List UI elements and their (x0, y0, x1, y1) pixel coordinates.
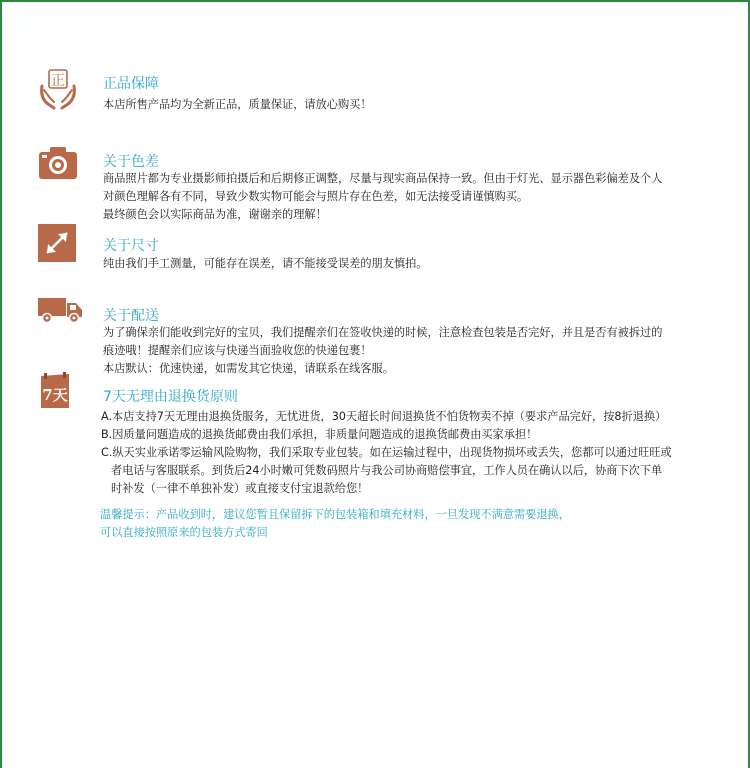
section-text: 为了确保亲们能收到完好的宝贝，我们提醒亲们在签收快递的时候，注意检查包装是否完好，并且是否有被拆过的 (103, 326, 663, 339)
camera-icon (38, 146, 78, 180)
svg-text:7天 (42, 386, 67, 404)
warm-tip (100, 506, 570, 542)
section-text: 者电话与客服联系。到货后24小时嫩可凭数码照片与我公司协商赔偿事宜，工作人员在确认以后，协商下次下单 (111, 464, 663, 477)
section-title: 关于尺寸 (103, 238, 159, 254)
section-text: B.因质量问题造成的退换货邮费由我们承担，非质量问题造成的退换货邮费由买家承担！ (101, 428, 538, 441)
tip-text: 可以直接按照原来的包装方式寄回 (100, 526, 268, 539)
seven-day-calendar-icon (38, 372, 72, 410)
genuine-hands-icon (38, 68, 78, 110)
section-title: 关于配送 (103, 308, 159, 324)
section-text: 纯由我们手工测量，可能存在误差，请不能接受误差的朋友慎拍。 (103, 257, 428, 270)
section-title: 7天无理由退换货原则 (103, 389, 238, 405)
svg-text:正: 正 (51, 73, 65, 89)
section-title: 关于色差 (103, 154, 159, 170)
section-text: 痕迹哦！提醒亲们应该与快递当面验收您的快递包裹！ (103, 344, 372, 357)
resize-arrow-icon (38, 224, 76, 262)
section-text: 商品照片都为专业摄影师拍摄后和后期修正调整，尽量与现实商品保持一致。但由于灯光、显示器色彩偏差及个人 (103, 172, 663, 185)
tip-text: 温馨提示：产品收到时，建议您暂且保留拆下的包装箱和填充材料，一旦发现不满意需要退换， (100, 508, 570, 521)
section-text: 最终颜色会以实际商品为准，谢谢亲的理解！ (103, 208, 327, 221)
section-text: 本店所售产品均为全新正品，质量保证，请放心购买！ (103, 98, 372, 111)
section-text: 时补发（一律不单独补发）或直接支付宝退款给您！ (111, 482, 369, 495)
section-text: 对颜色理解各有不同，导致少数实物可能会与照片存在色差，如无法接受请谨慎购买。 (103, 190, 529, 203)
section-text: C.纵天实业承诺零运输风险购物，我们采取专业包装。如在运输过程中，出现货物损坏或丢失，您都可以通过旺旺或 (101, 446, 672, 459)
section-text: A.本店支持7天无理由退换货服务，无忧进货，30天超长时间退换货不怕货物卖不掉（要求产品完好，按8折退换） (101, 410, 667, 423)
section-title: 正品保障 (103, 76, 159, 92)
section-text: 本店默认：优速快递，如需发其它快递，请联系在线客服。 (103, 362, 394, 375)
delivery-truck-icon (38, 296, 84, 324)
calendar-day-text: 7天 (42, 386, 68, 404)
